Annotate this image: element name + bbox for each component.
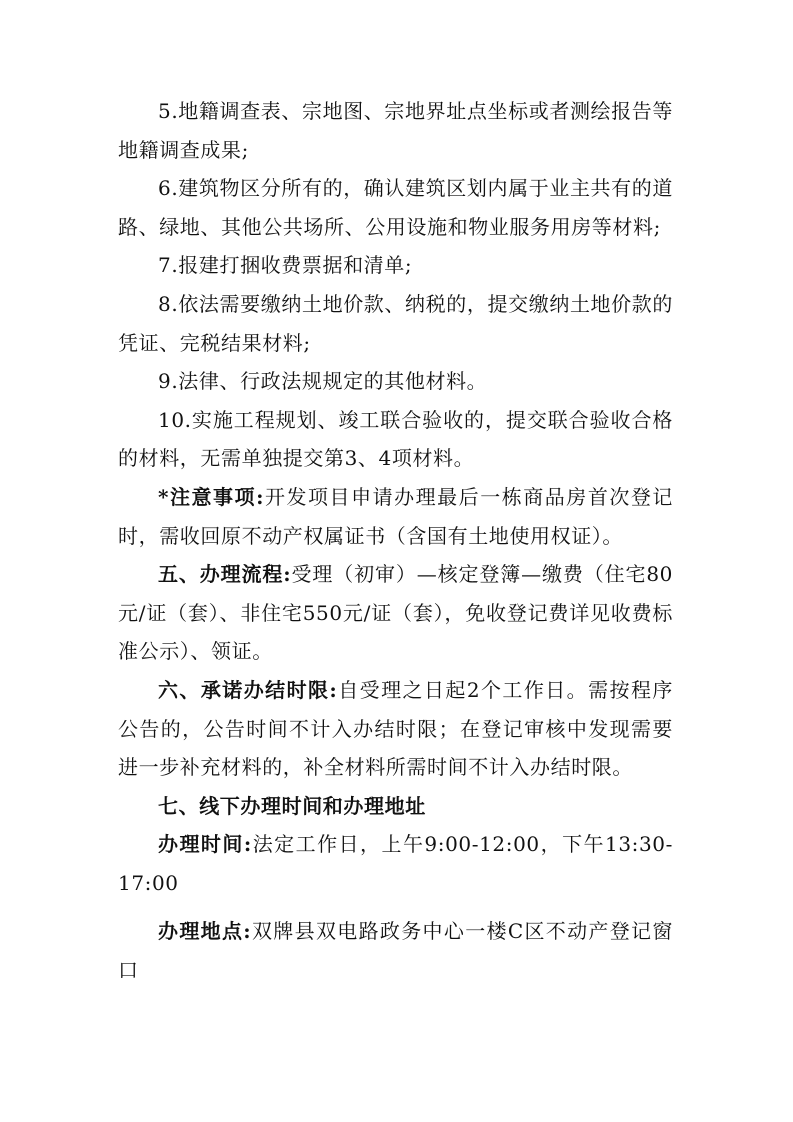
process-paragraph	[118, 555, 673, 671]
office-hours-label: 办理时间:	[158, 832, 252, 857]
list-item-5: 5.地籍调查表、宗地图、宗地界址点坐标或者测绘报告等地籍调查成果;	[118, 99, 673, 162]
office-address-paragraph	[118, 912, 673, 989]
document-body	[118, 92, 673, 990]
notice-text: 开发项目申请办理最后一栋商品房首次登记时，需收回原不动产权属证书（含国有土地使用权证）。	[118, 484, 673, 548]
list-item-8: 8.依法需要缴纳土地价款、纳税的，提交缴纳土地价款的凭证、完税结果材料;	[118, 291, 673, 355]
office-address-label: 办理地点:	[158, 919, 252, 944]
notice-paragraph	[118, 478, 673, 555]
deadline-text: 自受理之日起2个工作日。需按程序公告的，公告时间不计入办结时限；在登记审核中发现需要进一步补充材料的，补全材料所需时间不计入办结时限。	[118, 677, 673, 780]
deadline-paragraph	[118, 671, 673, 787]
office-address-text: 双牌县双电路政务中心一楼C区不动产登记窗口	[118, 919, 673, 983]
list-item-7: 7.报建打捆收费票据和清单;	[158, 253, 413, 278]
list-item-6: 6.建筑物区分所有的，确认建筑区划内属于业主共有的道路、绿地、其他公共场所、公用设施和物业服务用房等材料;	[118, 176, 673, 239]
list-item-9: 9.法律、行政法规规定的其他材料。	[158, 369, 488, 394]
process-text: 受理（初审）—核定登簿—缴费（住宅80元/证（套）、非住宅550元/证（套），免收登记费详见收费标准公示）、领证。	[118, 562, 673, 664]
office-hours-text: 法定工作日，上午9:00-12:00，下午13:30-17:00	[118, 832, 673, 895]
offline-heading: 七、线下办理时间和办理地址	[158, 793, 426, 818]
office-hours-paragraph	[118, 825, 673, 902]
deadline-heading: 六、承诺办结时限:	[158, 677, 338, 702]
list-item-10: 10.实施工程规划、竣工联合验收的，提交联合验收合格的材料，无需单独提交第3、4项材料。	[118, 407, 673, 471]
notice-label: *注意事项:	[158, 484, 265, 509]
process-heading: 五、办理流程:	[158, 562, 292, 587]
